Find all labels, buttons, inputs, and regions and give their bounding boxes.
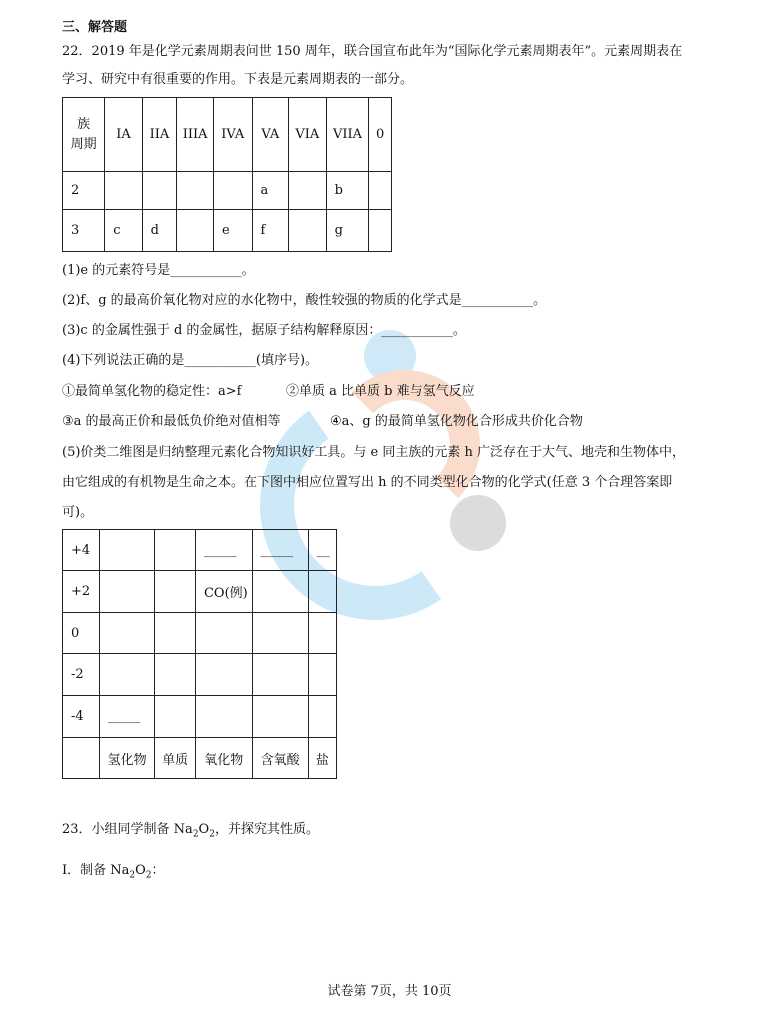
table-cell [105, 172, 142, 210]
grid-cell [99, 571, 154, 613]
table-cell: g [326, 210, 369, 252]
corner-group-label: 族 [77, 116, 91, 132]
group-header: IA [105, 98, 142, 172]
table-cell: a [252, 172, 289, 210]
grid-cell [252, 696, 308, 738]
grid-row [63, 696, 337, 738]
category-label: 盐 [308, 738, 336, 779]
q23-intro: 23．小组同学制备 $Na_2O_2$，并探究其性质。 [62, 822, 319, 840]
grid-cell [252, 571, 308, 613]
grid-cell [252, 654, 308, 696]
valence-label: -2 [63, 654, 100, 696]
q22-intro-line2: 学习、研究中有很重要的作用。下表是元素周期表的一部分。 [62, 72, 414, 87]
grid-row [63, 571, 337, 613]
grid-cell [308, 696, 336, 738]
group-header: VIA [289, 98, 327, 172]
page-footer: 试卷第 7页，共 10页 [327, 984, 452, 999]
group-header: VIIA [326, 98, 369, 172]
grid-cell [155, 613, 196, 654]
table-cell [369, 210, 392, 252]
table-cell: b [326, 172, 369, 210]
answer-blank: _____ [99, 696, 154, 738]
table-cell [142, 172, 177, 210]
option-1: ①最简单氢化物的稳定性：a>f [62, 384, 242, 399]
table-row [63, 210, 392, 252]
group-header: IIIA [177, 98, 214, 172]
grid-cell [99, 613, 154, 654]
option-4: ④a、g 的最简单氢化物化合形成共价化合物 [330, 414, 583, 429]
grid-cell [99, 654, 154, 696]
q22-part3: (3)c 的金属性强于 d 的金属性，据原子结构解释原因：___________。 [62, 323, 466, 338]
q22-part1: (1)e 的元素符号是___________。 [62, 263, 255, 278]
table-row [63, 172, 392, 210]
grid-cell [308, 613, 336, 654]
grid-cell [195, 613, 252, 654]
option-2: ②单质 a 比单质 b 难与氢气反应 [286, 384, 475, 399]
table-corner [63, 98, 105, 172]
valence-label: +4 [63, 530, 100, 571]
table-cell: f [252, 210, 289, 252]
valence-category-grid [62, 529, 337, 779]
example-cell: CO(例) [195, 571, 252, 613]
category-label: 含氧酸 [252, 738, 308, 779]
grid-cell [195, 654, 252, 696]
grid-cell [155, 654, 196, 696]
table-cell [213, 172, 252, 210]
table-cell: e [213, 210, 252, 252]
table-cell [177, 172, 214, 210]
answer-blank: _____ [252, 530, 308, 571]
option-3: ③a 的最高正价和最低负价绝对值相等 [62, 414, 281, 429]
grid-cell [308, 654, 336, 696]
grid-cell [155, 696, 196, 738]
table-cell [289, 172, 327, 210]
q23-part1-heading: I．制备 $Na_2O_2$： [62, 863, 165, 881]
table-cell [369, 172, 392, 210]
valence-label: +2 [63, 571, 100, 613]
periodic-table [62, 97, 392, 252]
category-label: 氧化物 [195, 738, 252, 779]
table-cell: c [105, 210, 142, 252]
group-header: IIA [142, 98, 177, 172]
grid-row [63, 530, 337, 571]
q22-part5-line2: 由它组成的有机物是生命之本。在下图中相应位置写出 h 的不同类型化合物的化学式(任意 3 个合理答案即 [62, 475, 673, 490]
group-header: VA [252, 98, 289, 172]
q22-part4: (4)下列说法正确的是___________(填序号)。 [62, 353, 319, 368]
grid-row [63, 613, 337, 654]
grid-row [63, 654, 337, 696]
table-cell [177, 210, 214, 252]
q22-part2: (2)f、g 的最高价氧化物对应的水化物中，酸性较强的物质的化学式是___________。 [62, 293, 547, 308]
grid-cell [99, 530, 154, 571]
answer-blank: _____ [195, 530, 252, 571]
grid-cell [308, 571, 336, 613]
answer-blank: __ [308, 530, 336, 571]
grid-corner [63, 738, 100, 779]
valence-label: -4 [63, 696, 100, 738]
group-header: 0 [369, 98, 392, 172]
table-cell [289, 210, 327, 252]
section-heading: 三、解答题 [62, 20, 128, 35]
corner-period-label: 周期 [70, 136, 97, 152]
valence-label: 0 [63, 613, 100, 654]
q22-part5-line1: (5)价类二维图是归纳整理元素化合物知识好工具。与 e 同主族的元素 h 广泛存在于大气、地壳和生物体中， [62, 445, 686, 460]
category-label: 单质 [155, 738, 196, 779]
grid-cell [252, 613, 308, 654]
period-label: 2 [63, 172, 105, 210]
grid-cell [195, 696, 252, 738]
period-label: 3 [63, 210, 105, 252]
table-cell: d [142, 210, 177, 252]
grid-category-row [63, 738, 337, 779]
q22-intro-line1: 22．2019 年是化学元素周期表问世 150 周年，联合国宣布此年为“国际化学元素周期表年”。元素周期表在 [62, 44, 683, 59]
group-header: IVA [213, 98, 252, 172]
grid-cell [155, 571, 196, 613]
q22-part5-line3: 可)。 [62, 505, 94, 520]
category-label: 氢化物 [99, 738, 154, 779]
grid-cell [155, 530, 196, 571]
